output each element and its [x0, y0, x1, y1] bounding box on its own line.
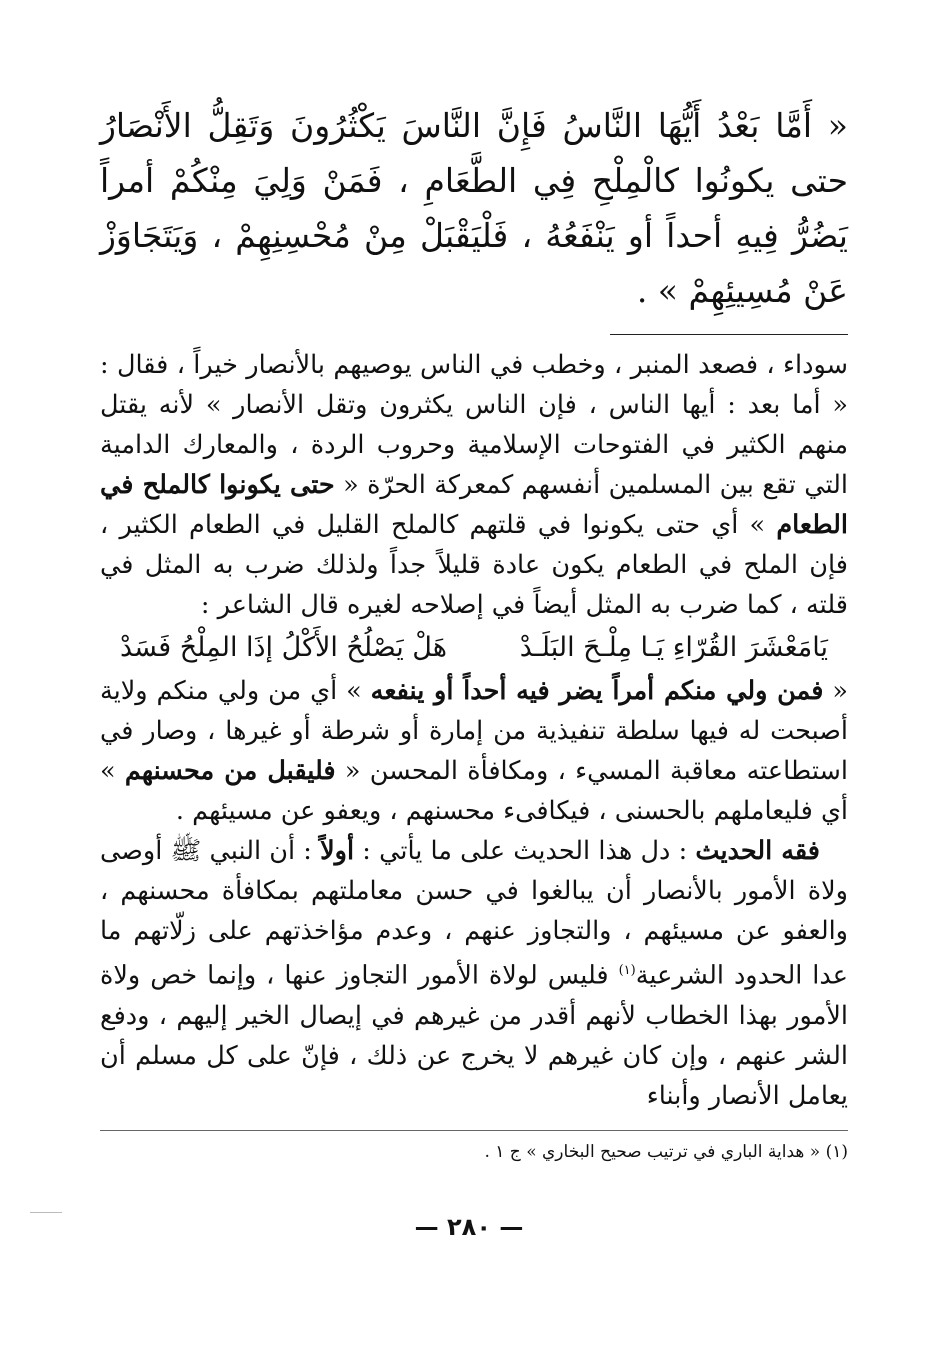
footnote: (١) « هداية الباري في ترتيب صحيح البخاري » ج ١ .: [484, 1141, 848, 1162]
p3-text-c: فليس لولاة الأمور التجاوز عنها ، وإنما خص ولاة الأمور بهذا الخطاب لأنهم أقدر من غيرهم في إيصال الخير إليهم ، ودفع الشر عنهم ، وإن كان غيرهم لا يخرج عن ذلك ، فإنّ على كل مسلم أن يعامل الأنصار وأبناء: [100, 960, 848, 1111]
p2-open-quote: «: [823, 676, 848, 706]
footnote-separator-rule: [100, 1130, 848, 1131]
commentary: [100, 345, 848, 1116]
p3-text-a: : دل هذا الحديث على ما يأتي :: [354, 836, 696, 866]
p2-bold-phrase-1: فمن ولي منكم أمراً يضر فيه أحداً أو ينفعه: [370, 676, 824, 706]
page-number: — ٢٨٠ —: [414, 1213, 524, 1241]
first-point-label: أولاً: [320, 836, 355, 866]
poetry-verse: [100, 625, 848, 671]
hadith-separator-rule: [610, 334, 848, 335]
p1-bold-phrase: حتى يكونوا كالملح في الطعام: [100, 470, 848, 540]
verse-first-hemistich: يَامَعْشَرَ القُرّاءِ يَـا مِلْـحَ البَلَـدْ: [519, 632, 828, 663]
commentary-paragraph-2: [100, 671, 848, 831]
commentary-paragraph-3: [100, 831, 848, 1116]
p2-text-a: » أي من ولي منكم ولاية أصبحت له فيها سلطة تنفيذية من إمارة أو شرطة أو غيرها ، وصار في استطاعته معاقبة المسيء ، ومكافأة المحسن «: [100, 676, 848, 786]
fiqh-heading: فقه الحديث: [695, 836, 820, 866]
p2-text-b: » أي فليعاملهم بالحسنى ، فيكافىء محسنهم ، ويعفو عن مسيئهم .: [100, 756, 848, 826]
p1-text-a: سوداء ، فصعد المنبر ، وخطب في الناس يوصيهم بالأنصار خيراً ، فقال : « أما بعد : أيها الناس ، فإن الناس يكثرون وتقل الأنصار » لأنه يقتل منهم الكثير في الفتوحات الإسلامية وحروب الردة ، والمعارك الدامية التي تقع بين المسلمين أنفسهم كمعركة الحرّة «: [100, 350, 848, 500]
p2-bold-phrase-2: فليقبل من محسنهم: [124, 756, 336, 786]
commentary-paragraph-1: [100, 345, 848, 625]
footnote-reference: (١): [618, 963, 636, 978]
verse-second-hemistich: هَلْ يَصْلُحُ الأَكْلُ إذَا المِلْحُ فَسَدْ: [120, 632, 447, 663]
p1-text-b: » أي حتى يكونوا في قلتهم كالملح القليل في الطعام الكثير ، فإن الملح في الطعام يكون عادة قليلاً جداً ولذلك ضرب به المثل في قلته ، كما ضرب به المثل أيضاً في إصلاحه لغيره قال الشاعر :: [100, 510, 848, 620]
hadith-text: « أَمَّا بَعْدُ أَيُّهَا النَّاسُ فَإِنَّ النَّاسَ يَكْثُرُونَ وَتَقِلُّ الأَنْصَارُ حتى يكونُوا كالْمِلْحِ فِي الطَّعَامِ ، فَمَنْ وَلِيَ مِنْكُمْ أمراً يَضُرُّ فِيهِ أحداً أو يَنْفَعُهُ ، فَلْيَقْبَلْ مِنْ مُحْسِنِهِمْ ، وَيَتَجَاوَزْ عَنْ مُسِيئِهِمْ » .: [100, 106, 848, 310]
p3-text-b: : أن النبي ﷺ أوصى ولاة الأمور بالأنصار أن يبالغوا في حسن معاملتهم بمكافأة محسنهم ، والعفو عن مسيئهم ، والتجاوز عنهم ، وعدم مؤاخذتهم على زلّاتهم ما عدا الحدود الشرعية: [100, 836, 848, 991]
page-content: [100, 98, 848, 1167]
